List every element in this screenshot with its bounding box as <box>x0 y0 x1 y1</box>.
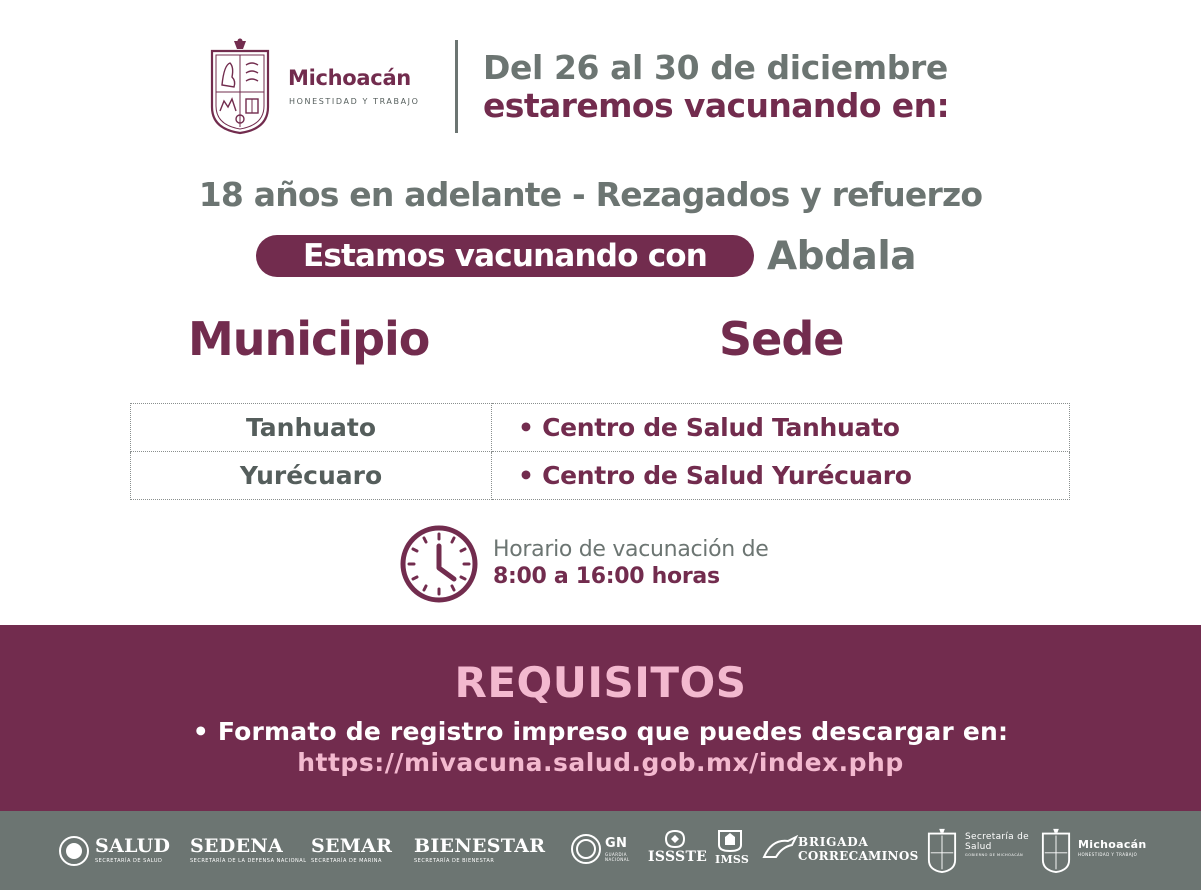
municipio-cell: Tanhuato <box>131 404 492 452</box>
table-row <box>131 452 1070 500</box>
bienestar-logo-name: BIENESTAR <box>414 835 546 857</box>
michoacan-crest-footer-icon <box>1041 827 1071 873</box>
michoacan-footer-name: Michoacán <box>1078 838 1147 851</box>
secretaria-salud-michoacan-logo <box>927 827 1037 857</box>
audience-line: 18 años en adelante - Rezagados y refuerzo <box>198 175 983 214</box>
municipio-cell: Yurécuaro <box>131 452 492 500</box>
secretaria-salud-name: Secretaría de Salud <box>965 832 1030 852</box>
michoacan-crest-icon <box>208 37 272 135</box>
footer-logos <box>0 811 1201 890</box>
issste-logo-name: ISSSTE <box>648 849 708 865</box>
issste-logo <box>648 829 707 865</box>
brigada-correcaminos-logo <box>762 835 919 863</box>
sede-cell: • Centro de Salud Yurécuaro <box>492 452 1070 500</box>
gn-logo-subtitle: GUARDIA NACIONAL <box>605 852 630 862</box>
michoacan-footer-motto: HONESTIDAD Y TRABAJO <box>1078 852 1138 857</box>
semar-logo-subtitle: SECRETARÍA DE MARINA <box>311 858 382 864</box>
requirements-title: REQUISITOS <box>454 658 747 707</box>
semar-logo-name: SEMAR <box>311 835 393 857</box>
clock-icon <box>399 524 479 604</box>
schedule-label: Horario de vacunación de <box>493 537 769 562</box>
registration-url[interactable]: https://mivacuna.salud.gob.mx/index.php <box>297 748 904 777</box>
sedena-logo <box>190 835 307 864</box>
gn-logo <box>570 833 635 862</box>
mexico-seal-icon <box>58 835 90 867</box>
gn-logo-name: GN <box>605 836 628 851</box>
brigada-logo-name: BRIGADA <box>798 835 869 849</box>
schedule-hours: 8:00 a 16:00 horas <box>493 564 720 589</box>
column-header-municipio: Municipio <box>188 312 430 366</box>
requirements-band <box>0 625 1201 811</box>
imss-logo <box>715 829 749 866</box>
michoacan-footer-logo <box>1041 827 1147 857</box>
sedena-logo-subtitle: SECRETARÍA DE LA DEFENSA NACIONAL <box>190 858 307 864</box>
sede-cell: • Centro de Salud Tanhuato <box>492 404 1070 452</box>
issste-emblem-icon <box>662 829 688 849</box>
bienestar-logo-subtitle: SECRETARÍA DE BIENESTAR <box>414 858 495 864</box>
vaccine-name: Abdala <box>767 234 917 279</box>
semar-logo <box>311 835 392 864</box>
salud-logo-subtitle: SECRETARÍA DE SALUD <box>95 858 163 864</box>
salud-logo-name: SALUD <box>95 835 171 857</box>
sedena-logo-name: SEDENA <box>190 835 284 857</box>
correcaminos-logo-text: CORRECAMINOS <box>798 849 919 863</box>
table-row <box>131 404 1070 452</box>
roadrunner-icon <box>762 835 798 863</box>
brand-name: Michoacán <box>288 66 411 90</box>
requirement-item: • Formato de registro impreso que puedes descargar en: <box>192 717 1009 746</box>
guardia-seal-icon <box>570 833 602 865</box>
vaccinating-heading: estaremos vacunando en: <box>483 86 950 125</box>
column-header-sede: Sede <box>719 312 844 366</box>
date-range-heading: Del 26 al 30 de diciembre <box>483 48 948 87</box>
salud-logo <box>58 835 170 864</box>
michoacan-crest-small-icon <box>927 827 957 873</box>
vaccine-pill: Estamos vacunando con <box>256 235 754 277</box>
bienestar-logo <box>414 835 545 864</box>
imss-emblem-icon <box>715 829 745 853</box>
secretaria-salud-subtitle: GOBIERNO DE MICHOACÁN <box>965 853 1024 857</box>
sites-table <box>130 403 1070 500</box>
imss-logo-name: IMSS <box>715 853 750 866</box>
brand-motto: HONESTIDAD Y TRABAJO <box>289 97 420 106</box>
header-divider <box>455 40 458 133</box>
